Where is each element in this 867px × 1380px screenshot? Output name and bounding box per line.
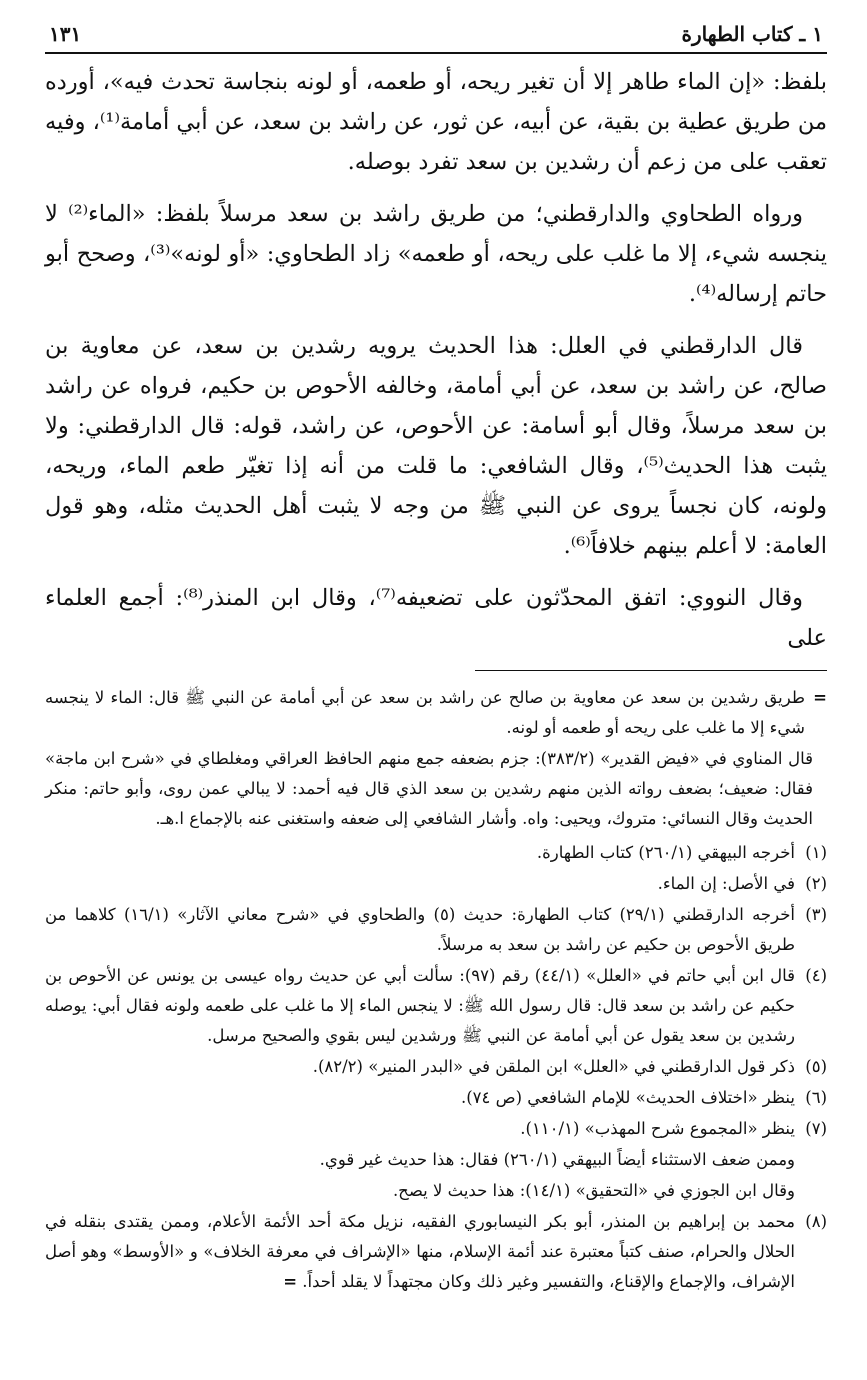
chapter-title: ١ ـ كتاب الطهارة	[681, 22, 823, 46]
footnote-text: قال المناوي في «فيض القدير» (٣٨٣/٢): جزم بضعفه جمع منهم الحافظ العراقي ومغلطاي في «شرح ابن ماجة» فقال: ضعيف؛ بضعف رواته الذين منهم رشدين بن سعد الذي قال فيه أحمد: لا يبالي عمن روى، وأبو حاتم: منكر الحديث وقال النسائي: متروك، ويحيى: واه. وأشار الشافعي إلى ضعفه واستغنى عنه بالإجماع ا.هـ.	[45, 749, 813, 828]
footnote	[45, 1083, 827, 1113]
footnotes	[45, 683, 827, 1297]
paragraph: وقال النووي: اتفق المحدّثون على تضعيفه⁽⁷⁾، وقال ابن المنذر⁽⁸⁾: أجمع العلماء على	[45, 585, 827, 651]
footnote-text: في الأصل: إن الماء.	[657, 874, 795, 893]
footnote-text: وقال ابن الجوزي في «التحقيق» (١٤/١): هذا حديث لا يصح.	[392, 1181, 795, 1200]
footnote-number: (٧)	[805, 1119, 827, 1138]
page-header	[45, 22, 827, 54]
footnote	[45, 1207, 827, 1297]
continuation-end-mark: =	[283, 1272, 298, 1291]
footnote-text: طريق رشدين بن سعد عن معاوية بن صالح عن راشد بن سعد عن أبي أمامة عن النبي ﷺ قال: الماء لا ينجسه شيء إلا ما غلب على ريحه أو طعمه أو لونه.	[45, 688, 805, 737]
paragraph: قال الدارقطني في العلل: هذا الحديث يرويه رشدين بن سعد، عن معاوية بن صالح، عن راشد بن سعد، عن أبي أمامة، وخالفه الأحوص بن حكيم، فرواه عن راشد بن سعد مرسلاً، وقال أبو أسامة: عن الأحوص، عن راشد، قوله: قال الدارقطني: ولا يثبت هذا الحديث⁽⁵⁾، وقال الشافعي: ما قلت من أنه إذا تغيّر طعم الماء، وريحه، ولونه، كان نجساً يروى عن النبي ﷺ من وجه لا يثبت أهل الحديث مثله، وهو قول العامة: لا أعلم بينهم خلافاً⁽⁶⁾.	[45, 333, 827, 559]
footnote	[45, 900, 827, 960]
footnote-subtext	[45, 1176, 827, 1206]
footnote-text: ينظر «اختلاف الحديث» للإمام الشافعي (ص ٧٤).	[460, 1088, 795, 1107]
footnote-number: (٥)	[805, 1057, 827, 1076]
footnote-text: وممن ضعف الاستثناء أيضاً البيهقي (٢٦٠/١) فقال: هذا حديث غير قوي.	[319, 1150, 795, 1169]
footnote-text: أخرجه البيهقي (٢٦٠/١) كتاب الطهارة.	[536, 843, 795, 862]
footnote-subtext	[45, 1145, 827, 1175]
footnote	[45, 1052, 827, 1082]
footnote-text: قال ابن أبي حاتم في «العلل» (٤٤/١) رقم (٩٧): سألت أبي عن حديث رواه عيسى بن يونس عن الأحوص بن حكيم عن راشد بن سعد قال: قال رسول الله ﷺ: لا ينجس الماء إلا ما غلب على طعمه ولونه فقال أبي: يوصله رشدين بن سعد يقول عن أبي أمامة عن النبي ﷺ ورشدين ليس بقوي والصحيح مرسل.	[45, 966, 795, 1045]
footnote	[45, 869, 827, 899]
page-number: ١٣١	[49, 22, 82, 46]
footnote-text	[45, 1207, 795, 1297]
footnote-text: أخرجه الدارقطني (٢٩/١) كتاب الطهارة: حديث (٥) والطحاوي في «شرح معاني الآثار» (١٦/١) كلاهما من طريق الأحوص بن حكيم عن راشد بن سعد به مرسلاً.	[45, 905, 796, 954]
footnote-divider	[475, 670, 827, 671]
footnote-number: (٣)	[805, 905, 827, 924]
paragraph: ورواه الطحاوي والدارقطني؛ من طريق راشد بن سعد مرسلاً بلفظ: «الماء⁽²⁾ لا ينجسه شيء، إلا ما غلب على ريحه، أو طعمه» زاد الطحاوي: «أو لونه»⁽³⁾، وصحح أبو حاتم إرساله⁽⁴⁾.	[45, 201, 828, 307]
footnote-continuation	[45, 744, 827, 834]
continuation-mark: =	[813, 688, 827, 707]
footnote-text: ذكر قول الدارقطني في «العلل» ابن الملقن في «البدر المنير» (٨٢/٢).	[312, 1057, 795, 1076]
footnote	[45, 1114, 827, 1144]
footnote-number: (٦)	[805, 1088, 827, 1107]
footnote-number: (٢)	[805, 874, 827, 893]
footnote-number: (١)	[805, 843, 827, 862]
footnote-continuation	[45, 683, 827, 743]
main-text	[45, 62, 827, 658]
footnote	[45, 838, 827, 868]
footnote-number: (٨)	[805, 1212, 827, 1231]
paragraph: بلفظ: «إن الماء طاهر إلا أن تغير ريحه، أو طعمه، أو لونه بنجاسة تحدث فيه»، أورده من طريق عطية بن بقية، عن أبيه، عن ثور، عن راشد بن سعد، عن أبي أمامة⁽¹⁾، وفيه تعقب على من زعم أن رشدين بن سعد تفرد بوصله.	[44, 69, 827, 175]
footnote	[45, 961, 827, 1051]
footnote-number: (٤)	[805, 966, 827, 985]
footnote-text-body: محمد بن إبراهيم بن المنذر، أبو بكر النيسابوري الفقيه، نزيل مكة أحد الأئمة الأعلام، وممن يقتدى بنقله في الحلال والحرام، صنف كتباً معتبرة عند أئمة الإسلام، منها «الإشراف في معرفة الخلاف» و «الأوسط» وهو أصل الإشراف، والإجماع والإقناع، والتفسير وغير ذلك وكان مجتهداً لا يقلد أحداً.	[45, 1212, 795, 1291]
footnote-text: ينظر «المجموع شرح المهذب» (١١٠/١).	[520, 1119, 795, 1138]
